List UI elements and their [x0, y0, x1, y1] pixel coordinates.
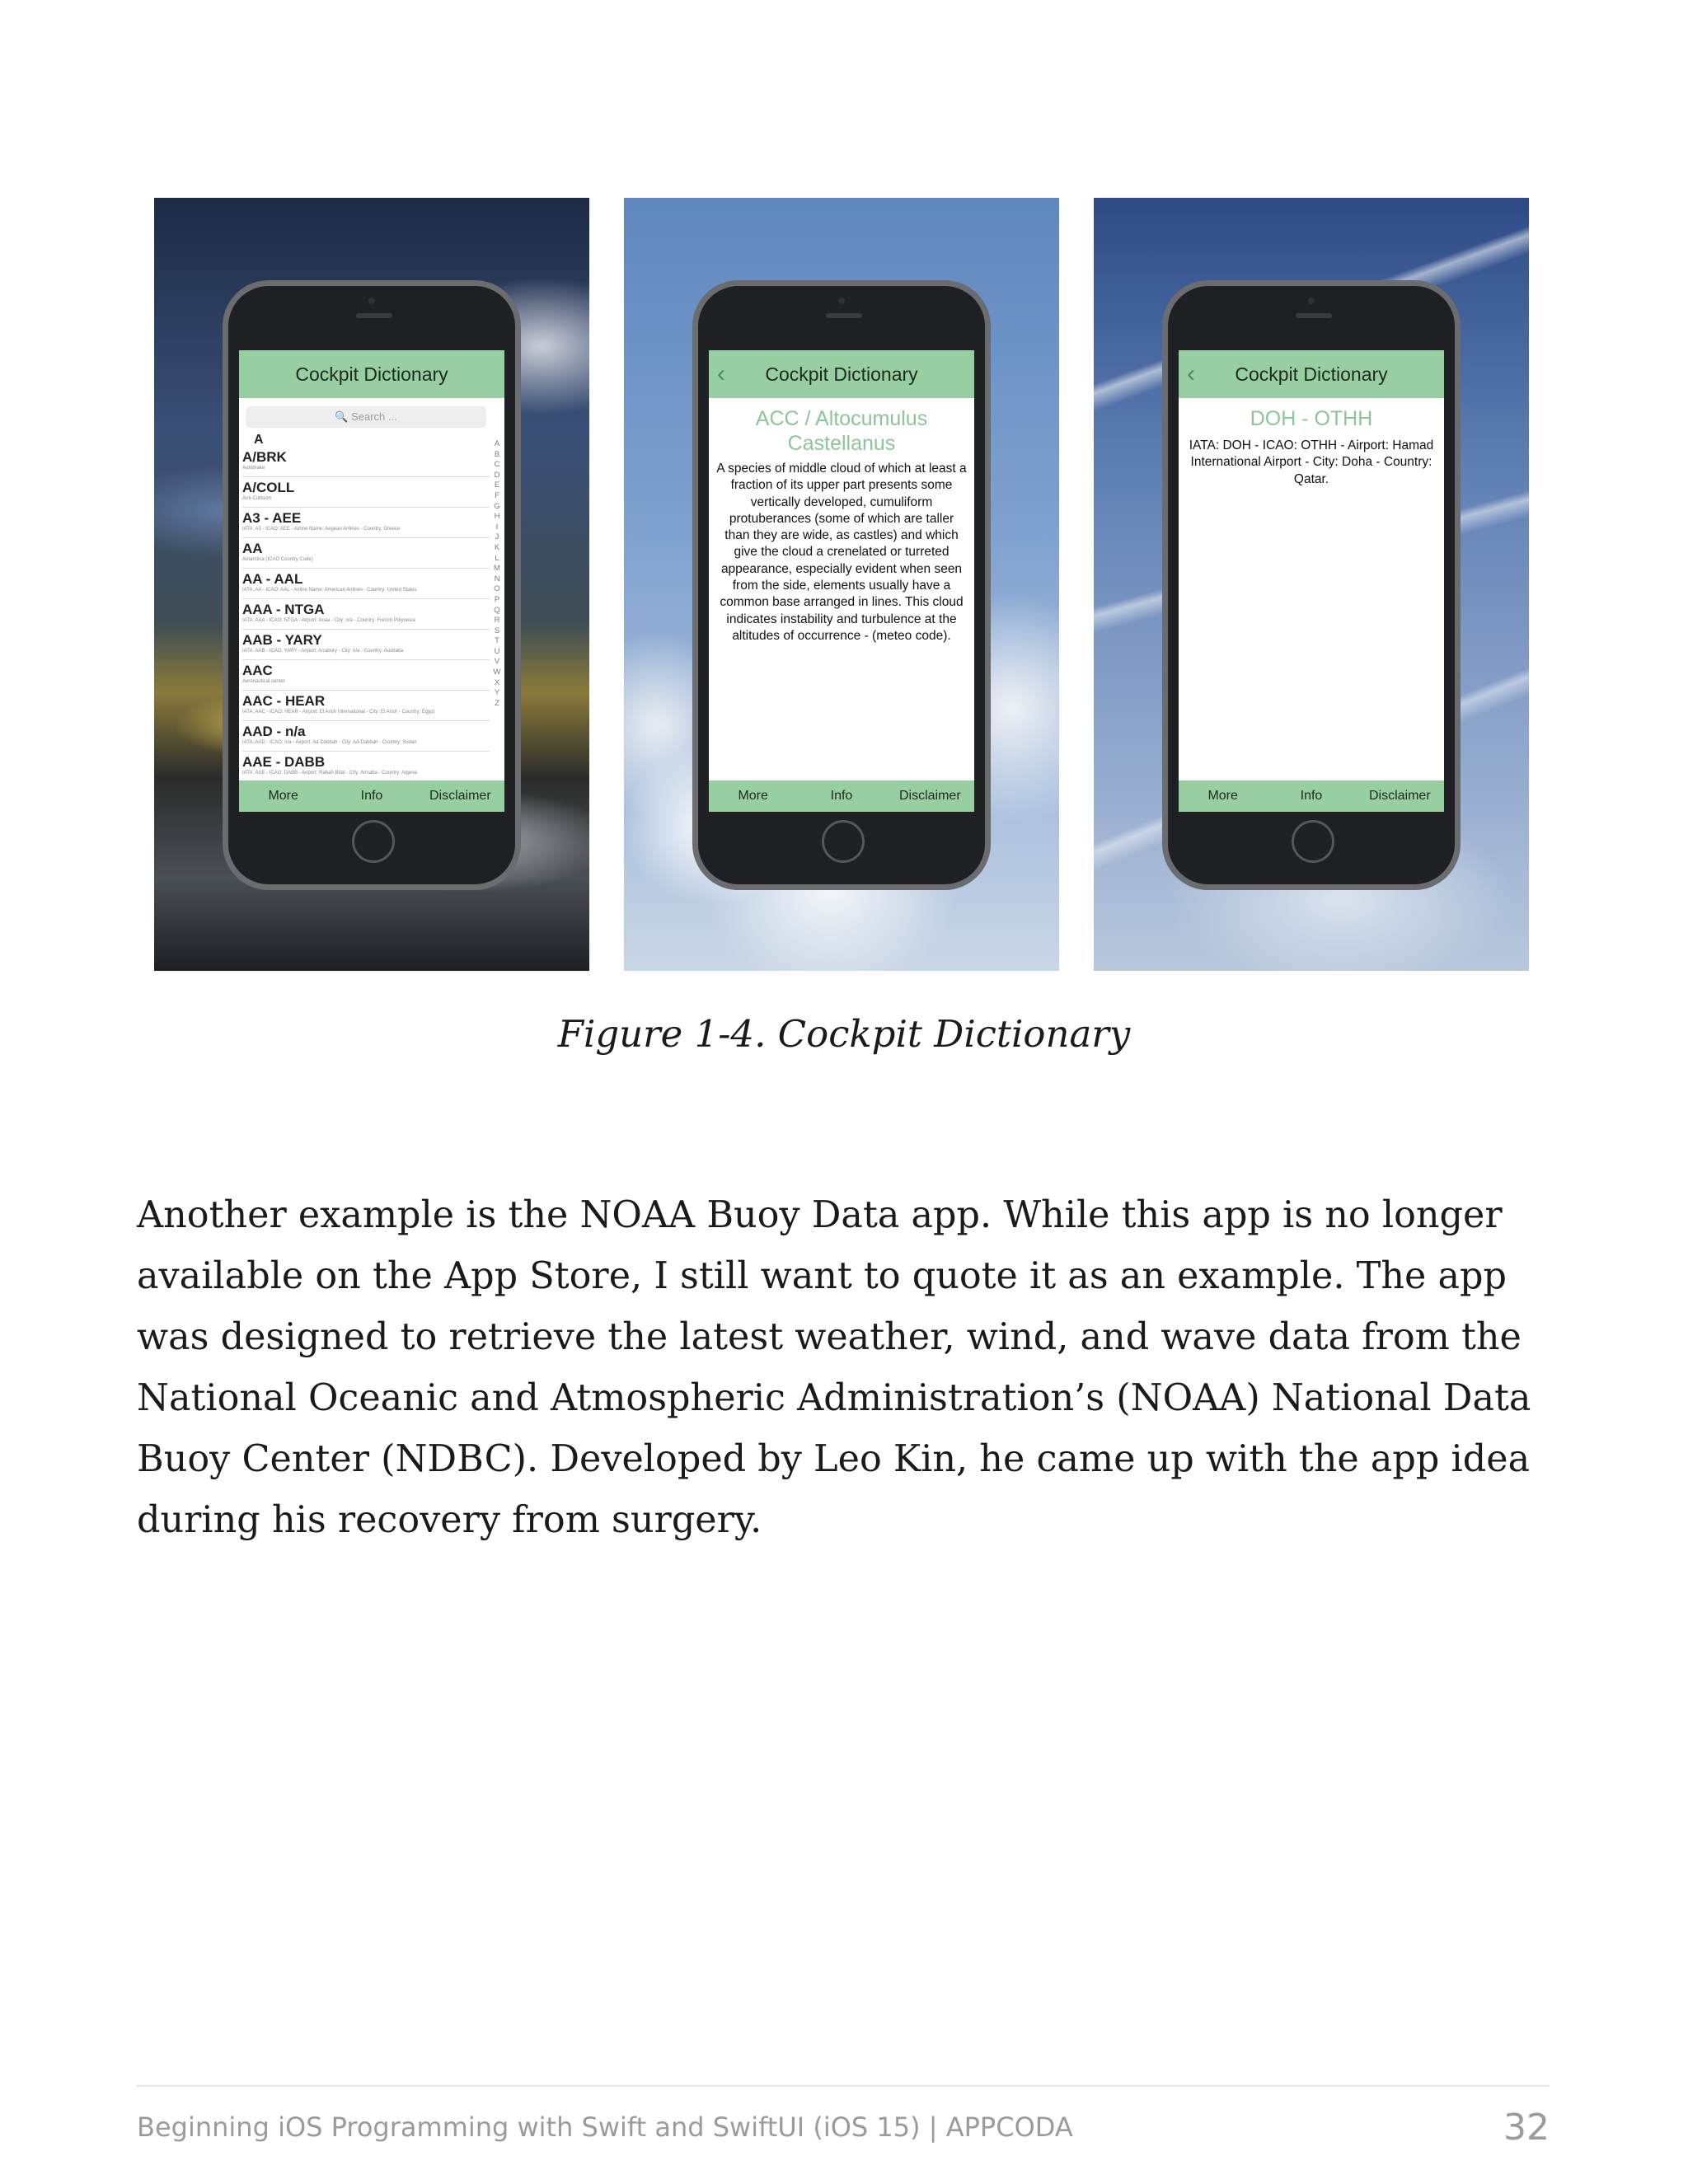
nav-bar	[1179, 350, 1444, 398]
index-letter[interactable]: T	[495, 636, 499, 646]
tab-bar	[1179, 780, 1444, 812]
phone-frame	[223, 280, 521, 890]
screenshot-detail-doh	[1094, 198, 1529, 971]
phone-frame	[692, 280, 991, 890]
list-item[interactable]	[242, 538, 490, 569]
index-letter[interactable]: I	[495, 522, 499, 532]
list-item-subtitle: Autobrake	[242, 466, 265, 471]
index-letter[interactable]: B	[494, 449, 500, 459]
index-letter[interactable]: Z	[495, 698, 499, 708]
index-letter[interactable]: F	[495, 490, 499, 500]
tab-bar	[709, 780, 974, 812]
list-item[interactable]	[242, 447, 490, 477]
tab-info[interactable]: Info	[1300, 789, 1323, 803]
index-letter[interactable]: J	[495, 532, 499, 542]
index-letter[interactable]: R	[494, 616, 500, 626]
list-item[interactable]	[242, 599, 490, 630]
nav-title: Cockpit Dictionary	[295, 363, 448, 385]
list-item[interactable]	[242, 721, 490, 752]
speaker-grille	[826, 313, 862, 318]
app-screen	[1179, 350, 1444, 812]
home-button	[352, 820, 395, 863]
speaker-grille	[356, 313, 392, 318]
list-item[interactable]	[242, 691, 490, 721]
index-letter[interactable]: U	[494, 646, 500, 656]
list-item-subtitle: IATA: A3 - ICAO: AEE - Airline Name: Aegean Airlines - Country: Greece	[242, 527, 401, 532]
tab-bar	[239, 780, 504, 812]
list-item-title: AAB - YARY	[242, 632, 322, 648]
list-item-title: A3 - AEE	[242, 510, 302, 526]
screenshot-list-view	[154, 198, 589, 971]
index-letter[interactable]: V	[494, 657, 500, 667]
list-item[interactable]	[242, 752, 490, 782]
list-item[interactable]	[242, 660, 490, 691]
index-letter[interactable]: X	[494, 677, 500, 687]
index-letter[interactable]: P	[494, 594, 500, 604]
index-letter[interactable]: C	[494, 460, 500, 470]
list-item-subtitle: IATA: AAC - ICAO: HEAR - Airport: El Arish International - City: El Arish - Country: Egypt	[242, 710, 435, 715]
index-letter[interactable]: W	[493, 668, 501, 677]
nav-bar	[709, 350, 974, 398]
list-item-subtitle: IATA: AA - ICAO: AAL - Airline Name: American Airlines - Country: United States	[242, 588, 417, 593]
nav-bar	[239, 350, 504, 398]
index-letter[interactable]: S	[494, 626, 500, 635]
app-screen	[239, 350, 504, 812]
home-button	[822, 820, 865, 863]
list-item-subtitle: Aeronautical center	[242, 679, 285, 684]
section-index[interactable]	[492, 439, 502, 709]
index-letter[interactable]: N	[494, 574, 500, 583]
list-item[interactable]	[242, 508, 490, 538]
index-letter[interactable]: D	[494, 470, 500, 480]
index-letter[interactable]: M	[494, 564, 500, 574]
index-letter[interactable]: K	[494, 542, 500, 552]
index-letter[interactable]: A	[494, 439, 500, 448]
list-item-title: AAA - NTGA	[242, 602, 325, 617]
camera-icon	[838, 298, 845, 304]
list-item-title: AAC - HEAR	[242, 693, 326, 709]
list-item[interactable]	[242, 630, 490, 660]
nav-title: Cockpit Dictionary	[1235, 363, 1388, 385]
list-item-subtitle: IATA: AAE - ICAO: DABB - Airport: Rabah Bitat - City: Annaba - Country: Algeria	[242, 771, 417, 776]
term-title: DOH - OTHH	[1250, 407, 1373, 430]
tab-disclaimer[interactable]: Disclaimer	[429, 789, 491, 803]
tab-info[interactable]: Info	[360, 789, 383, 803]
list-item-title: AAC	[242, 663, 273, 678]
tab-more[interactable]: More	[268, 789, 298, 803]
camera-icon	[368, 298, 375, 304]
index-letter[interactable]: O	[494, 584, 500, 594]
index-letter[interactable]: L	[495, 553, 499, 563]
tab-disclaimer[interactable]: Disclaimer	[1368, 789, 1431, 803]
screenshot-detail-acc	[624, 198, 1059, 971]
page-number: 32	[1503, 2107, 1550, 2149]
nav-title: Cockpit Dictionary	[765, 363, 918, 385]
list-item-title: AAE - DABB	[242, 754, 326, 770]
phone-frame	[1162, 280, 1461, 890]
list-item-title: AA - AAL	[242, 571, 303, 587]
term-definition: IATA: DOH - ICAO: OTHH - Airport: Hamad International Airport - City: Doha - Country: Qatar.	[1189, 438, 1434, 486]
back-chevron-icon[interactable]: ‹	[717, 360, 725, 387]
index-letter[interactable]: G	[494, 501, 500, 511]
tab-more[interactable]: More	[738, 789, 768, 803]
list-item-title: A/BRK	[242, 449, 287, 465]
list-item[interactable]	[242, 569, 490, 599]
index-letter[interactable]: Q	[494, 605, 500, 615]
list-item-title: AA	[242, 541, 263, 556]
speaker-grille	[1296, 313, 1332, 318]
search-input[interactable]: 🔍 Search ...	[246, 406, 486, 428]
list-item-title: A/COLL	[242, 480, 295, 495]
back-chevron-icon[interactable]: ‹	[1187, 360, 1195, 387]
list-item-title: AAD - n/a	[242, 724, 306, 739]
tab-more[interactable]: More	[1207, 789, 1238, 803]
list-item-subtitle: Anti-Collision	[242, 496, 272, 501]
app-screen	[709, 350, 974, 812]
home-button	[1292, 820, 1334, 863]
index-letter[interactable]: Y	[494, 688, 500, 698]
tab-info[interactable]: Info	[830, 789, 853, 803]
list-item-subtitle: IATA: AAA - ICAO: NTGA - Airport: Anaa - City: n/a - Country: French Polynesia	[242, 618, 415, 623]
body-paragraph: Another example is the NOAA Buoy Data app. While this app is no longer available on the App Store, I still want to quote it as an example. The app was designed to retrieve the latest weather, wind, and wave data from the National Oceanic and Atmospheric Administration’s (NOAA) National Data Buoy Center (NDBC). Developed by Leo Kin, he came up with the app idea during his recovery from surgery.	[137, 1194, 1531, 1541]
list-item[interactable]	[242, 477, 490, 508]
figure-caption: Figure 1-4. Cockpit Dictionary	[557, 1012, 1131, 1056]
tab-disclaimer[interactable]: Disclaimer	[898, 789, 961, 803]
list-item-subtitle: Antarctica (ICAO Country Code)	[242, 557, 313, 562]
camera-icon	[1308, 298, 1315, 304]
term-title: ACC / Altocumulus Castellanus	[755, 407, 928, 455]
section-header: A	[254, 433, 264, 447]
list-item-subtitle: IATA: AAD - ICAO: n/a - Airport: Ad-Dabbah - City: Ad-Dabbah - Country: Sudan	[242, 740, 417, 745]
term-definition: A species of middle cloud of which at least a fraction of its upper part presents some vertically developed, cumuliform protuberances (some of which are taller than they are wide, as castles) and which give the cloud a crenelated or turreted appearance, especially evident when seen from the side, elements usually have a common base arranged in lines. This cloud indicates instability and turbulence at the altitudes of occurrence - (meteo code).	[716, 462, 967, 643]
index-letter[interactable]: E	[494, 480, 500, 490]
footer-divider	[137, 2085, 1550, 2087]
footer-book-title: Beginning iOS Programming with Swift and SwiftUI (iOS 15) | APPCODA	[137, 2111, 1073, 2143]
term-list	[242, 433, 490, 782]
index-letter[interactable]: H	[494, 512, 500, 522]
list-item-subtitle: IATA: AAB - ICAO: YARY - Airport: Arrabury - City: n/a - Country: Australia	[242, 649, 404, 654]
